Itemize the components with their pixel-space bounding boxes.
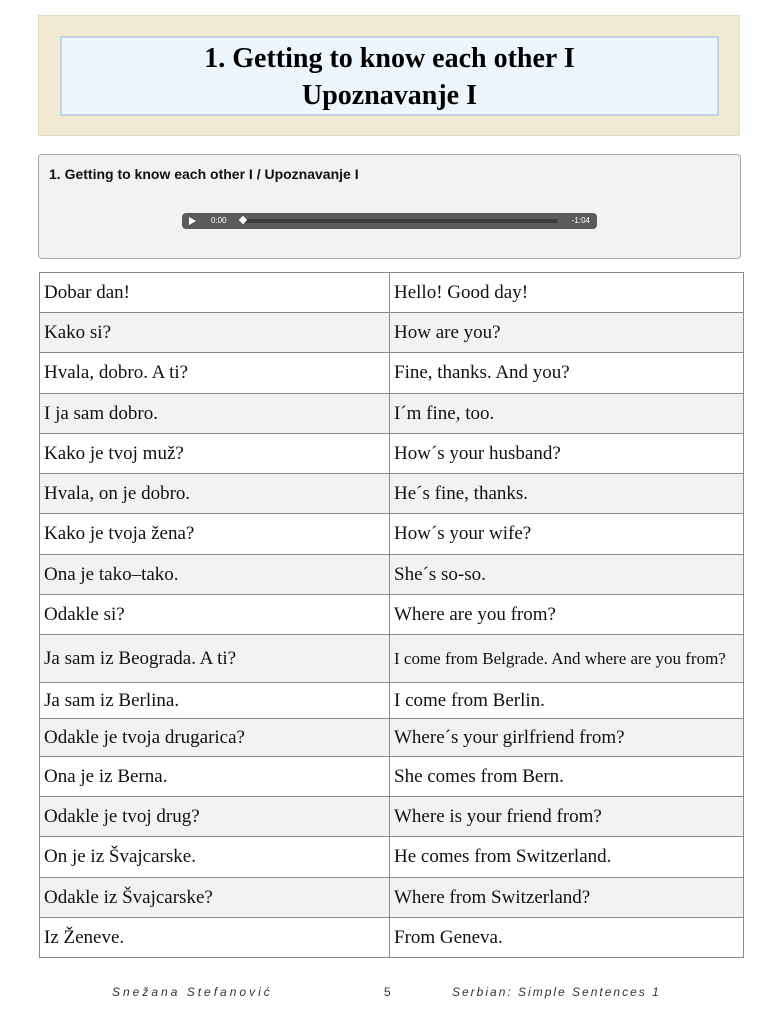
english-translation: Where is your friend from? (390, 797, 744, 837)
english-translation: He comes from Switzerland. (390, 837, 744, 878)
table-row (40, 555, 744, 595)
title-frame (38, 15, 740, 136)
english-translation: I come from Belgrade. And where are you from? (390, 635, 744, 683)
audio-scrubber[interactable] (242, 219, 558, 223)
table-row (40, 595, 744, 635)
page-title-english: 1. Getting to know each other I (204, 43, 575, 74)
serbian-phrase: Hvala, dobro. A ti? (40, 353, 390, 394)
audio-current-time: 0:00 (211, 216, 227, 225)
serbian-phrase: Ja sam iz Berlina. (40, 683, 390, 719)
audio-panel (38, 154, 741, 259)
page-number: 5 (384, 985, 391, 999)
serbian-phrase: I ja sam dobro. (40, 394, 390, 434)
phrase-table (39, 272, 744, 958)
serbian-phrase: Ja sam iz Beograda. A ti? (40, 635, 390, 683)
serbian-phrase: Odakle si? (40, 595, 390, 635)
serbian-phrase: Ona je iz Berna. (40, 757, 390, 797)
english-translation: Where are you from? (390, 595, 744, 635)
serbian-phrase: Dobar dan! (40, 273, 390, 313)
table-row (40, 514, 744, 555)
table-row (40, 918, 744, 958)
table-row (40, 474, 744, 514)
english-translation: I come from Berlin. (390, 683, 744, 719)
table-row (40, 757, 744, 797)
page-footer (0, 985, 782, 1005)
table-row (40, 353, 744, 394)
serbian-phrase: Kako je tvoja žena? (40, 514, 390, 555)
english-translation: Where from Switzerland? (390, 878, 744, 918)
table-row (40, 313, 744, 353)
english-translation: Hello! Good day! (390, 273, 744, 313)
table-row (40, 797, 744, 837)
page-title-serbian: Upoznavanje I (301, 80, 477, 111)
serbian-phrase: Kako je tvoj muž? (40, 434, 390, 474)
english-translation: I´m fine, too. (390, 394, 744, 434)
english-translation: She´s so-so. (390, 555, 744, 595)
english-translation: How are you? (390, 313, 744, 353)
english-translation: How´s your wife? (390, 514, 744, 555)
english-translation: Fine, thanks. And you? (390, 353, 744, 394)
english-translation: From Geneva. (390, 918, 744, 958)
serbian-phrase: Hvala, on je dobro. (40, 474, 390, 514)
table-row (40, 273, 744, 313)
serbian-phrase: Kako si? (40, 313, 390, 353)
audio-title: 1. Getting to know each other I / Upoznavanje I (49, 166, 359, 182)
table-row (40, 837, 744, 878)
table-row (40, 434, 744, 474)
play-icon[interactable] (189, 217, 196, 225)
footer-author: Snežana Stefanović (112, 985, 273, 999)
serbian-phrase: On je iz Švajcarske. (40, 837, 390, 878)
table-row (40, 683, 744, 719)
serbian-phrase: Ona je tako–tako. (40, 555, 390, 595)
table-row (40, 878, 744, 918)
footer-book-title: Serbian: Simple Sentences 1 (452, 985, 661, 999)
serbian-phrase: Iz Ženeve. (40, 918, 390, 958)
audio-player[interactable] (182, 213, 597, 229)
english-translation: Where´s your girlfriend from? (390, 719, 744, 757)
page-title (60, 36, 719, 116)
serbian-phrase: Odakle iz Švajcarske? (40, 878, 390, 918)
table-row (40, 719, 744, 757)
serbian-phrase: Odakle je tvoj drug? (40, 797, 390, 837)
english-translation: He´s fine, thanks. (390, 474, 744, 514)
english-translation: How´s your husband? (390, 434, 744, 474)
english-translation: She comes from Bern. (390, 757, 744, 797)
table-row (40, 635, 744, 683)
table-row (40, 394, 744, 434)
serbian-phrase: Odakle je tvoja drugarica? (40, 719, 390, 757)
audio-remaining-time: -1:04 (571, 216, 590, 225)
